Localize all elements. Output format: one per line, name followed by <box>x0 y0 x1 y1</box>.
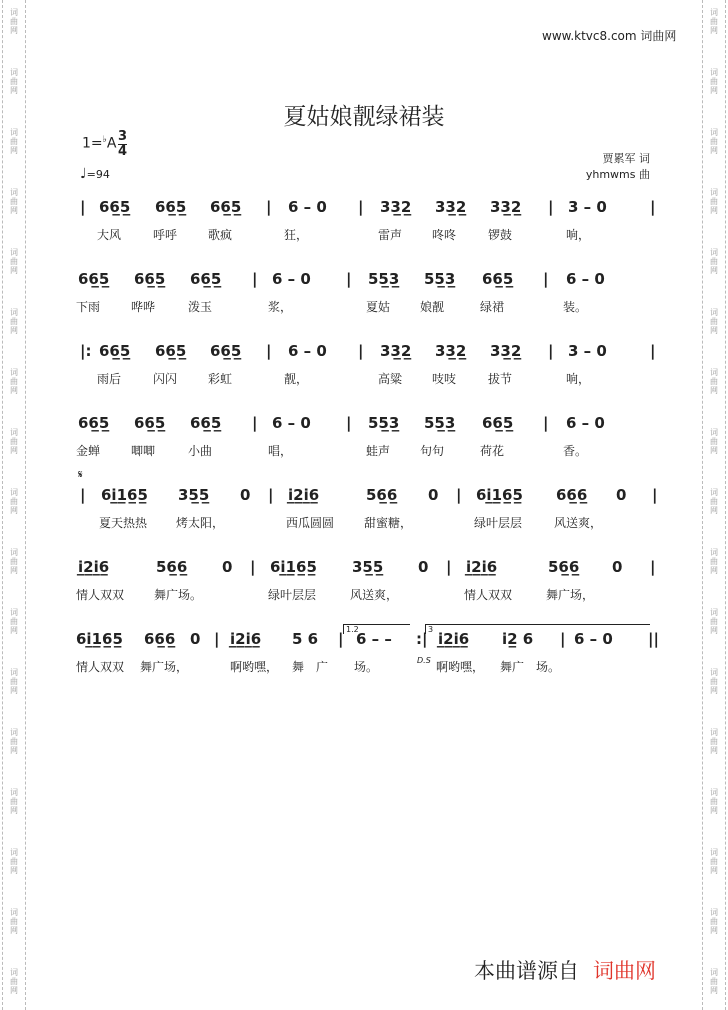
side-watermark: 词 曲 网 <box>710 908 718 935</box>
note-group: 6 – 0 <box>566 414 605 432</box>
barline: | <box>80 486 86 504</box>
score-row <box>0 408 728 468</box>
footer <box>474 955 656 985</box>
lyric-text: 句句 <box>420 444 445 458</box>
note-group: i̲2̲i̲6̲ <box>466 558 498 576</box>
note-group: 66̲5̲ <box>482 414 514 432</box>
note-group: 33̲2̲ <box>490 198 522 216</box>
lyric-text: 绿裙 <box>480 300 505 314</box>
lyric-text: 响， <box>566 228 591 242</box>
note-group: 66̲5̲ <box>99 342 131 360</box>
side-watermark: 词 曲 网 <box>10 788 18 815</box>
lyric-text: 拔节 <box>488 372 513 386</box>
note-group: i̲2̲i̲6̲ <box>230 630 262 648</box>
side-watermark: 词 曲 网 <box>10 128 18 155</box>
note-group: 33̲2̲ <box>435 342 467 360</box>
key-tone: A <box>106 135 117 152</box>
score-row <box>0 552 728 612</box>
side-watermark: 词 曲 网 <box>710 728 718 755</box>
lyric-text: 下雨 <box>76 300 101 314</box>
note-group: i̲2̲i̲6̲ <box>288 486 320 504</box>
barline: | <box>650 198 656 216</box>
note-group: 6i̲1̲6̲5̲ <box>270 558 317 576</box>
note-group: 66̲5̲ <box>155 198 187 216</box>
lyric-text: 绿叶层层 <box>268 588 317 602</box>
note-group: 6 – 0 <box>566 270 605 288</box>
note-group: 0 <box>222 558 233 576</box>
side-watermark: 词 曲 网 <box>10 8 18 35</box>
note-group: 6 – 0 <box>574 630 613 648</box>
side-watermark: 词 曲 网 <box>710 188 718 215</box>
note-group: 33̲2̲ <box>435 198 467 216</box>
side-watermark: 词 曲 网 <box>10 68 18 95</box>
note-group: 35̲5̲ <box>178 486 210 504</box>
lyric-text: 高粱 <box>378 372 403 386</box>
barline: | <box>214 630 220 648</box>
side-watermark: 词 曲 网 <box>710 788 718 815</box>
side-watermark: 词 曲 网 <box>10 908 18 935</box>
note-group: 6 – 0 <box>272 414 311 432</box>
lyric-text: 舞广场， <box>140 660 189 674</box>
lyric-text: 响， <box>566 372 591 386</box>
lyric-text: 呼呼 <box>153 228 178 242</box>
lyric-text: 吱吱 <box>432 372 457 386</box>
lyric-text: 舞广场。 <box>154 588 203 602</box>
side-watermark: 词 曲 网 <box>10 428 18 455</box>
lyric-text: 狂， <box>284 228 309 242</box>
composer: yhmwms 曲 <box>585 168 650 181</box>
note-group: 33̲2̲ <box>380 342 412 360</box>
side-watermark: 词 曲 网 <box>10 188 18 215</box>
page-title: 夏姑娘靓绿裙装 <box>283 104 445 130</box>
side-watermark: 词 曲 网 <box>10 608 18 635</box>
note-group: 6 – 0 <box>288 198 327 216</box>
tempo-mark <box>80 166 110 182</box>
time-numerator: 3 <box>118 129 128 144</box>
note-group: 55̲3̲ <box>368 414 400 432</box>
note-group: 55̲3̲ <box>368 270 400 288</box>
side-watermark: 词 曲 网 <box>10 308 18 335</box>
barline: | <box>346 270 352 288</box>
barline: | <box>266 342 272 360</box>
quarter-note-icon: ♩ <box>80 166 87 182</box>
lyric-text: 绿叶层层 <box>474 516 523 530</box>
lyric-text: 香。 <box>563 444 588 458</box>
note-group: i̲2̲i̲6̲ <box>78 558 110 576</box>
note-group: 66̲5̲ <box>99 198 131 216</box>
footer-brand[interactable]: 词曲网 <box>593 959 656 983</box>
side-watermark: 词 曲 网 <box>710 248 718 275</box>
lyric-text: 娘靓 <box>420 300 445 314</box>
segno-mark: 𝄋 <box>78 468 83 481</box>
barline: | <box>446 558 452 576</box>
note-group: 0 <box>428 486 439 504</box>
lyric-text: 泼玉 <box>188 300 213 314</box>
note-group: 0 <box>612 558 623 576</box>
barline: | <box>543 414 549 432</box>
lyric-text: 蛙声 <box>366 444 391 458</box>
lyricist: 贾累军 词 <box>602 152 650 165</box>
lyric-text: 甜蜜糖， <box>364 516 413 530</box>
side-watermark: 词 曲 网 <box>710 308 718 335</box>
barline: | <box>652 486 658 504</box>
side-watermark: 词 曲 网 <box>10 488 18 515</box>
note-group: 6i̲1̲6̲5̲ <box>76 630 123 648</box>
flat-sign: ♭ <box>102 135 107 145</box>
note-group: 0 <box>418 558 429 576</box>
note-group: 3 – 0 <box>568 342 607 360</box>
side-watermark: 词 曲 网 <box>710 8 718 35</box>
site-url[interactable]: www.ktvc8.com 词曲网 <box>542 29 677 43</box>
lyric-text: 唱， <box>268 444 293 458</box>
time-signature <box>118 130 127 159</box>
note-group: 66̲5̲ <box>78 414 110 432</box>
lyric-text: 舞广场， <box>546 588 595 602</box>
lyric-text: 夏天热热 <box>99 516 148 530</box>
note-group: 3 – 0 <box>568 198 607 216</box>
note-group: 35̲5̲ <box>352 558 384 576</box>
note-group: 0 <box>190 630 201 648</box>
note-group: i̲2̲i̲6̲ <box>438 630 470 648</box>
side-watermark: 词 曲 网 <box>710 608 718 635</box>
lyric-text: 哗哗 <box>131 300 156 314</box>
barline: | <box>560 630 566 648</box>
barline: | <box>456 486 462 504</box>
note-group: 6i̲1̲6̲5̲ <box>476 486 523 504</box>
barline: | <box>80 198 86 216</box>
lyric-text: 烤太阳， <box>176 516 225 530</box>
lyric-text: 啊哟嘿， <box>436 660 485 674</box>
note-group: 56̲6̲ <box>156 558 188 576</box>
note-group: 33̲2̲ <box>380 198 412 216</box>
note-group: 6 – 0 <box>288 342 327 360</box>
note-group: 66̲5̲ <box>210 342 242 360</box>
note-group: 33̲2̲ <box>490 342 522 360</box>
side-watermark: 词 曲 网 <box>710 68 718 95</box>
note-group: 0 <box>616 486 627 504</box>
note-group: 66̲5̲ <box>78 270 110 288</box>
side-watermark: 词 曲 网 <box>10 368 18 395</box>
lyric-text: 浆， <box>268 300 293 314</box>
tempo-value: =94 <box>86 168 110 181</box>
lyric-text: 啊哟嘿， <box>230 660 279 674</box>
volta-1-label: 1.2 <box>343 624 410 634</box>
lyric-text: 唧唧 <box>131 444 156 458</box>
barline: | <box>548 198 554 216</box>
side-watermark: 词 曲 网 <box>10 968 18 995</box>
lyric-text: 广 <box>316 660 329 674</box>
side-watermark: 词 曲 网 <box>10 548 18 575</box>
note-group: 66̲5̲ <box>134 270 166 288</box>
note-group: 55̲3̲ <box>424 414 456 432</box>
ds-mark: D.S <box>417 656 431 665</box>
barline: | <box>266 198 272 216</box>
barline: | <box>346 414 352 432</box>
barline: | <box>543 270 549 288</box>
side-watermark: 词 曲 网 <box>710 128 718 155</box>
side-watermark: 词 曲 网 <box>710 848 718 875</box>
lyric-text: 西瓜圆圆 <box>286 516 335 530</box>
lyric-text: 闪闪 <box>153 372 178 386</box>
note-group: 66̲5̲ <box>190 270 222 288</box>
side-watermark: 词 曲 网 <box>710 968 718 995</box>
note-group: i2̲ 6 <box>502 630 534 648</box>
lyric-text: 大风 <box>97 228 122 242</box>
note-group: 66̲5̲ <box>210 198 242 216</box>
lyric-text: 夏姑 <box>366 300 391 314</box>
lyric-text: 雷声 <box>378 228 403 242</box>
side-watermark: 词 曲 网 <box>10 248 18 275</box>
lyric-text: 靓， <box>284 372 309 386</box>
note-group: 56̲6̲ <box>548 558 580 576</box>
lyric-text: 荷花 <box>480 444 505 458</box>
side-watermark: 词 曲 网 <box>710 368 718 395</box>
key-prefix: 1= <box>82 135 103 152</box>
note-group: 66̲5̲ <box>155 342 187 360</box>
score-row <box>0 264 728 324</box>
barline: | <box>338 630 344 648</box>
barline: | <box>650 558 656 576</box>
barline: | <box>358 342 364 360</box>
barline: | <box>548 342 554 360</box>
lyric-text: 舞广 <box>500 660 525 674</box>
note-group: 6i̲1̲6̲5̲ <box>101 486 148 504</box>
score-row <box>0 480 728 540</box>
time-denominator: 4 <box>118 144 128 159</box>
key-signature <box>82 129 128 159</box>
lyric-text: 彩虹 <box>208 372 233 386</box>
note-group: 0 <box>240 486 251 504</box>
lyric-text: 舞 <box>292 660 305 674</box>
volta-2-label: 3 <box>425 624 650 634</box>
lyric-text: 场。 <box>354 660 379 674</box>
side-watermark: 词 曲 网 <box>10 728 18 755</box>
note-group: 6 – 0 <box>272 270 311 288</box>
lyric-text: 情人双双 <box>464 588 513 602</box>
side-watermark: 词 曲 网 <box>710 668 718 695</box>
side-watermark: 词 曲 网 <box>710 548 718 575</box>
lyric-text: 锣鼓 <box>488 228 513 242</box>
note-group: 66̲5̲ <box>482 270 514 288</box>
barline: | <box>650 342 656 360</box>
note-group: 66̲5̲ <box>134 414 166 432</box>
note-group: 66̲6̲ <box>556 486 588 504</box>
note-group: 55̲3̲ <box>424 270 456 288</box>
lyric-text: 风送爽， <box>554 516 603 530</box>
barline: :| <box>416 630 428 648</box>
lyric-text: 歌疯 <box>208 228 233 242</box>
note-group: 66̲5̲ <box>190 414 222 432</box>
score-row <box>0 336 728 396</box>
lyric-text: 装。 <box>563 300 588 314</box>
barline: | <box>268 486 274 504</box>
lyric-text: 金蝉 <box>76 444 101 458</box>
footer-source-text: 本曲谱源自 <box>474 959 579 983</box>
barline: |: <box>80 342 92 360</box>
side-watermark: 词 曲 网 <box>710 488 718 515</box>
side-watermark: 词 曲 网 <box>710 428 718 455</box>
barline: | <box>252 270 258 288</box>
lyric-text: 雨后 <box>97 372 122 386</box>
barline: | <box>250 558 256 576</box>
lyric-text: 咚咚 <box>432 228 457 242</box>
barline: | <box>358 198 364 216</box>
barline: | <box>252 414 258 432</box>
lyric-text: 风送爽， <box>350 588 399 602</box>
lyric-text: 情人双双 <box>76 660 125 674</box>
note-group: 56̲6̲ <box>366 486 398 504</box>
lyric-text: 小曲 <box>188 444 213 458</box>
note-group: 66̲6̲ <box>144 630 176 648</box>
note-group: 6 – – <box>356 630 392 648</box>
credits <box>586 151 650 183</box>
note-group: 5 6 <box>292 630 319 648</box>
lyric-text: 情人双双 <box>76 588 125 602</box>
lyric-text: 场。 <box>536 660 561 674</box>
barline: || <box>648 630 659 648</box>
side-watermark: 词 曲 网 <box>10 848 18 875</box>
side-watermark: 词 曲 网 <box>10 668 18 695</box>
score-row <box>0 192 728 252</box>
